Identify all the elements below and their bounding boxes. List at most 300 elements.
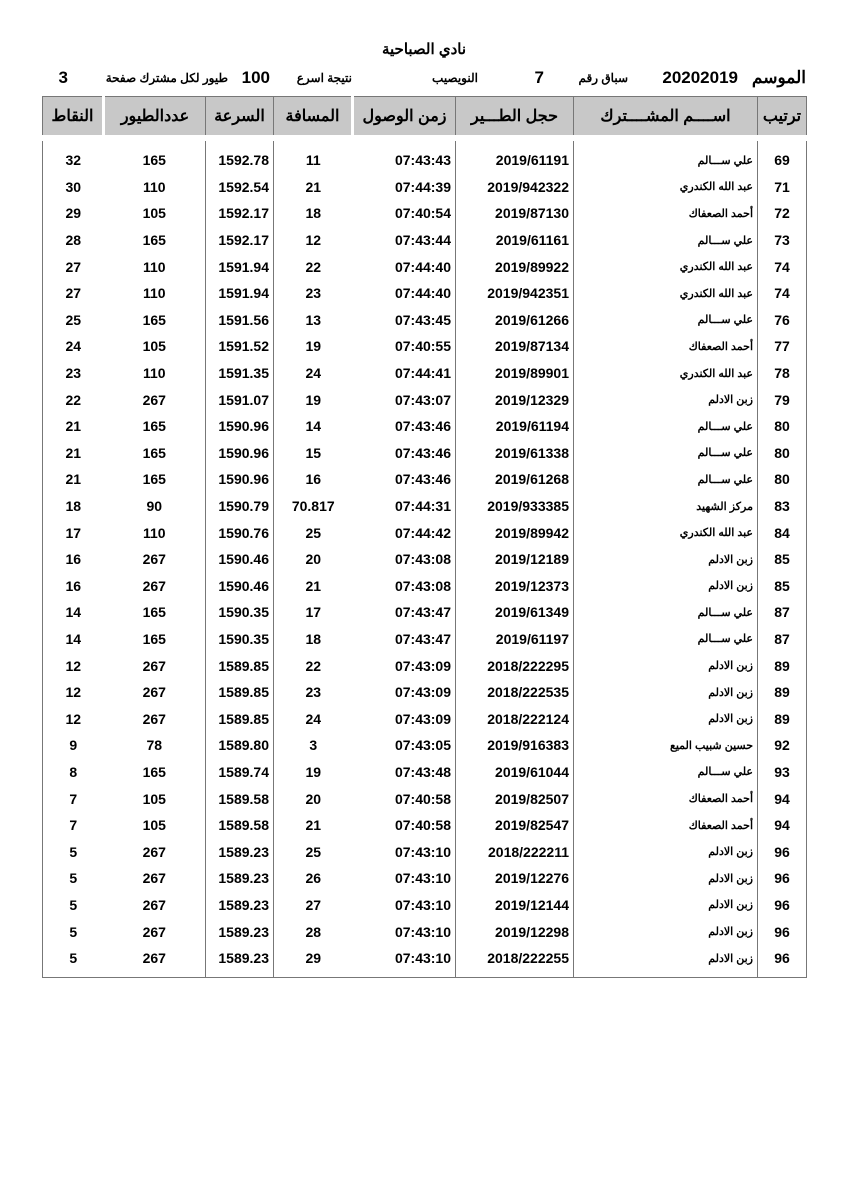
cell-name: علي ســـالم <box>574 138 758 174</box>
table-row <box>43 333 807 360</box>
fastest-value: 100 <box>241 68 270 87</box>
cell-ring: 2019/933385 <box>456 493 574 520</box>
cell-ring: 2019/87130 <box>456 200 574 227</box>
cell-points: 7 <box>69 790 78 807</box>
cell-count: 110 <box>142 285 166 302</box>
cell-speed: 1589.23 <box>206 918 274 945</box>
cell-name: علي ســـالم <box>574 626 758 653</box>
cell-time: 07:43:46 <box>394 418 451 435</box>
cell-speed: 1590.79 <box>206 493 274 520</box>
cell-distance: 16 <box>274 466 353 493</box>
cell-points: 9 <box>69 737 78 754</box>
cell-ring: 2019/61044 <box>456 759 574 786</box>
cell-count: 165 <box>142 630 166 647</box>
cell-name: زبن الادلم <box>574 386 758 413</box>
race-results-table <box>42 96 807 978</box>
cell-points: 22 <box>65 391 82 408</box>
cell-ring: 2019/12189 <box>456 546 574 573</box>
cell-points: 25 <box>65 311 82 328</box>
cell-speed: 1590.46 <box>206 573 274 600</box>
cell-rank: 84 <box>758 519 807 546</box>
cell-distance: 26 <box>274 865 353 892</box>
cell-speed: 1591.52 <box>206 333 274 360</box>
cell-time: 07:43:07 <box>394 391 451 408</box>
cell-time: 07:43:09 <box>394 684 451 701</box>
cell-points: 8 <box>69 763 78 780</box>
cell-speed: 1592.17 <box>206 200 274 227</box>
cell-count: 267 <box>142 896 166 913</box>
cell-distance: 21 <box>274 573 353 600</box>
cell-rank: 76 <box>758 307 807 334</box>
cell-distance: 19 <box>274 759 353 786</box>
cell-name: علي ســـالم <box>574 599 758 626</box>
page-value: 3 <box>58 68 68 87</box>
table-row <box>43 200 807 227</box>
cell-time: 07:43:47 <box>394 604 451 621</box>
cell-speed: 1591.35 <box>206 360 274 387</box>
table-row <box>43 360 807 387</box>
cell-ring: 2018/222255 <box>456 945 574 978</box>
col-count: عددالطيور <box>104 97 206 139</box>
cell-points: 27 <box>65 285 82 302</box>
cell-time: 07:43:08 <box>394 551 451 568</box>
col-speed: السرعة <box>206 97 274 139</box>
cell-ring: 2019/61338 <box>456 440 574 467</box>
cell-ring: 2019/89942 <box>456 519 574 546</box>
cell-distance: 20 <box>274 785 353 812</box>
cell-points: 5 <box>69 843 78 860</box>
cell-points: 12 <box>65 657 82 674</box>
cell-time: 07:44:40 <box>394 258 451 275</box>
cell-count: 165 <box>142 418 166 435</box>
cell-speed: 1589.23 <box>206 945 274 978</box>
cell-points: 21 <box>65 418 82 435</box>
cell-rank: 74 <box>758 280 807 307</box>
cell-ring: 2018/222124 <box>456 705 574 732</box>
cell-distance: 19 <box>274 386 353 413</box>
cell-speed: 1591.56 <box>206 307 274 334</box>
table-row <box>43 918 807 945</box>
cell-time: 07:44:40 <box>394 285 451 302</box>
cell-time: 07:44:42 <box>394 524 451 541</box>
cell-ring: 2019/61266 <box>456 307 574 334</box>
cell-count: 267 <box>142 577 166 594</box>
cell-points: 21 <box>65 444 82 461</box>
cell-distance: 25 <box>274 838 353 865</box>
cell-count: 165 <box>142 232 166 249</box>
cell-time: 07:43:08 <box>394 577 451 594</box>
table-row <box>43 440 807 467</box>
fastest-label: نتيجة اسرع <box>296 71 352 85</box>
cell-distance: 70.817 <box>274 493 353 520</box>
col-distance: المسافة <box>274 97 353 139</box>
cell-speed: 1589.58 <box>206 785 274 812</box>
cell-name: زبن الادلم <box>574 679 758 706</box>
cell-points: 5 <box>69 896 78 913</box>
cell-name: علي ســـالم <box>574 466 758 493</box>
cell-distance: 11 <box>274 138 353 174</box>
cell-time: 07:40:55 <box>394 338 451 355</box>
cell-time: 07:44:31 <box>394 498 451 515</box>
cell-name: زبن الادلم <box>574 945 758 978</box>
table-row <box>43 865 807 892</box>
col-rank: ترتيب <box>758 97 807 139</box>
cell-rank: 87 <box>758 599 807 626</box>
cell-rank: 85 <box>758 546 807 573</box>
cell-speed: 1590.96 <box>206 413 274 440</box>
cell-count: 110 <box>142 365 166 382</box>
cell-speed: 1589.80 <box>206 732 274 759</box>
cell-distance: 24 <box>274 705 353 732</box>
cell-ring: 2019/87134 <box>456 333 574 360</box>
cell-rank: 74 <box>758 253 807 280</box>
cell-ring: 2019/12144 <box>456 892 574 919</box>
cell-distance: 12 <box>274 227 353 254</box>
cell-distance: 3 <box>274 732 353 759</box>
cell-ring: 2018/222295 <box>456 652 574 679</box>
cell-count: 165 <box>142 604 166 621</box>
cell-speed: 1591.07 <box>206 386 274 413</box>
cell-ring: 2019/916383 <box>456 732 574 759</box>
cell-points: 17 <box>65 524 82 541</box>
cell-rank: 92 <box>758 732 807 759</box>
col-time: زمن الوصول <box>353 97 456 139</box>
cell-count: 165 <box>142 444 166 461</box>
cell-time: 07:40:58 <box>394 790 451 807</box>
cell-name: أحمد الصعفاك <box>574 785 758 812</box>
table-row <box>43 386 807 413</box>
season-label: الموسم <box>751 68 806 87</box>
season-value: 20202019 <box>662 68 738 87</box>
cell-distance: 20 <box>274 546 353 573</box>
cell-time: 07:43:05 <box>394 737 451 754</box>
table-row <box>43 705 807 732</box>
cell-count: 165 <box>142 311 166 328</box>
cell-name: عبد الله الكندري <box>574 174 758 201</box>
club-title: نادي الصباحية <box>381 41 467 58</box>
cell-time: 07:43:09 <box>394 710 451 727</box>
cell-ring: 2019/61161 <box>456 227 574 254</box>
location: النويصيب <box>432 71 478 85</box>
cell-ring: 2019/89922 <box>456 253 574 280</box>
cell-time: 07:43:43 <box>394 152 451 169</box>
col-name: اســــم المشــــترك <box>574 97 758 139</box>
table-row <box>43 307 807 334</box>
cell-distance: 22 <box>274 652 353 679</box>
cell-points: 5 <box>69 870 78 887</box>
cell-ring: 2018/222211 <box>456 838 574 865</box>
cell-count: 110 <box>142 258 166 275</box>
cell-rank: 89 <box>758 679 807 706</box>
cell-name: زبن الادلم <box>574 705 758 732</box>
cell-speed: 1590.35 <box>206 599 274 626</box>
cell-name: عبد الله الكندري <box>574 280 758 307</box>
cell-rank: 94 <box>758 785 807 812</box>
cell-count: 110 <box>142 524 166 541</box>
table-row <box>43 138 807 174</box>
cell-time: 07:44:39 <box>394 178 451 195</box>
cell-count: 267 <box>142 657 166 674</box>
cell-ring: 2019/82547 <box>456 812 574 839</box>
cell-speed: 1589.23 <box>206 838 274 865</box>
cell-rank: 89 <box>758 652 807 679</box>
cell-rank: 69 <box>758 138 807 174</box>
cell-name: زبن الادلم <box>574 652 758 679</box>
cell-count: 267 <box>142 710 166 727</box>
cell-rank: 96 <box>758 918 807 945</box>
cell-rank: 79 <box>758 386 807 413</box>
cell-ring: 2019/89901 <box>456 360 574 387</box>
table-row <box>43 732 807 759</box>
cell-distance: 25 <box>274 519 353 546</box>
table-row <box>43 227 807 254</box>
cell-count: 78 <box>146 737 163 754</box>
table-row <box>43 493 807 520</box>
cell-distance: 17 <box>274 599 353 626</box>
cell-speed: 1589.85 <box>206 705 274 732</box>
cell-ring: 2019/61194 <box>456 413 574 440</box>
cell-name: أحمد الصعفاك <box>574 333 758 360</box>
cell-speed: 1589.85 <box>206 652 274 679</box>
cell-points: 21 <box>65 471 82 488</box>
cell-rank: 96 <box>758 865 807 892</box>
race-value: 7 <box>534 68 544 87</box>
cell-count: 267 <box>142 870 166 887</box>
cell-distance: 24 <box>274 360 353 387</box>
cell-name: زبن الادلم <box>574 892 758 919</box>
cell-time: 07:43:47 <box>394 630 451 647</box>
cell-speed: 1590.35 <box>206 626 274 653</box>
cell-rank: 89 <box>758 705 807 732</box>
cell-ring: 2019/942322 <box>456 174 574 201</box>
cell-name: زبن الادلم <box>574 918 758 945</box>
table-row <box>43 892 807 919</box>
cell-count: 105 <box>142 205 166 222</box>
cell-name: علي ســـالم <box>574 759 758 786</box>
table-row <box>43 838 807 865</box>
table-row <box>43 785 807 812</box>
table-row <box>43 652 807 679</box>
cell-name: عبد الله الكندري <box>574 519 758 546</box>
cell-count: 165 <box>142 471 166 488</box>
cell-distance: 27 <box>274 892 353 919</box>
cell-name: زبن الادلم <box>574 865 758 892</box>
cell-speed: 1589.23 <box>206 892 274 919</box>
cell-rank: 80 <box>758 466 807 493</box>
cell-name: علي ســـالم <box>574 307 758 334</box>
race-label: سباق رقم <box>578 71 628 85</box>
cell-rank: 78 <box>758 360 807 387</box>
cell-points: 5 <box>69 950 78 967</box>
cell-distance: 29 <box>274 945 353 978</box>
cell-count: 267 <box>142 950 166 967</box>
cell-distance: 13 <box>274 307 353 334</box>
table-row <box>43 466 807 493</box>
cell-time: 07:43:10 <box>394 843 451 860</box>
cell-name: علي ســـالم <box>574 440 758 467</box>
cell-points: 23 <box>65 365 82 382</box>
race-info-line <box>40 68 810 90</box>
cell-time: 07:43:44 <box>394 232 451 249</box>
cell-time: 07:43:09 <box>394 657 451 674</box>
cell-ring: 2018/222535 <box>456 679 574 706</box>
cell-time: 07:43:48 <box>394 763 451 780</box>
cell-speed: 1589.23 <box>206 865 274 892</box>
cell-rank: 93 <box>758 759 807 786</box>
cell-points: 18 <box>65 498 82 515</box>
cell-distance: 15 <box>274 440 353 467</box>
cell-speed: 1590.76 <box>206 519 274 546</box>
cell-distance: 28 <box>274 918 353 945</box>
cell-ring: 2019/61268 <box>456 466 574 493</box>
cell-name: أحمد الصعفاك <box>574 812 758 839</box>
cell-points: 24 <box>65 338 82 355</box>
cell-distance: 19 <box>274 333 353 360</box>
table-row <box>43 253 807 280</box>
cell-count: 90 <box>146 498 163 515</box>
cell-distance: 23 <box>274 280 353 307</box>
cell-rank: 73 <box>758 227 807 254</box>
cell-speed: 1589.58 <box>206 812 274 839</box>
cell-points: 30 <box>65 178 82 195</box>
cell-time: 07:43:10 <box>394 870 451 887</box>
cell-name: حسين شبيب الميع <box>574 732 758 759</box>
cell-count: 105 <box>142 338 166 355</box>
cell-name: مركز الشهيد <box>574 493 758 520</box>
table-row <box>43 519 807 546</box>
cell-ring: 2019/12329 <box>456 386 574 413</box>
cell-count: 105 <box>142 790 166 807</box>
cell-rank: 71 <box>758 174 807 201</box>
cell-speed: 1590.96 <box>206 440 274 467</box>
cell-count: 267 <box>142 551 166 568</box>
cell-count: 105 <box>142 817 166 834</box>
cell-time: 07:43:46 <box>394 444 451 461</box>
cell-distance: 14 <box>274 413 353 440</box>
cell-rank: 83 <box>758 493 807 520</box>
cell-count: 267 <box>142 923 166 940</box>
cell-points: 5 <box>69 923 78 940</box>
cell-time: 07:40:54 <box>394 205 451 222</box>
cell-speed: 1592.78 <box>206 138 274 174</box>
cell-speed: 1590.46 <box>206 546 274 573</box>
cell-points: 28 <box>65 232 82 249</box>
cell-time: 07:43:10 <box>394 896 451 913</box>
cell-ring: 2019/61191 <box>456 138 574 174</box>
table-row <box>43 679 807 706</box>
cell-rank: 72 <box>758 200 807 227</box>
cell-points: 16 <box>65 577 82 594</box>
cell-count: 110 <box>142 178 166 195</box>
table-row <box>43 413 807 440</box>
table-row <box>43 280 807 307</box>
cell-points: 14 <box>65 630 82 647</box>
cell-rank: 87 <box>758 626 807 653</box>
cell-time: 07:40:58 <box>394 817 451 834</box>
cell-speed: 1591.94 <box>206 253 274 280</box>
cell-points: 12 <box>65 710 82 727</box>
cell-speed: 1589.85 <box>206 679 274 706</box>
table-row <box>43 759 807 786</box>
table-row <box>43 626 807 653</box>
cell-count: 267 <box>142 843 166 860</box>
cell-name: عبد الله الكندري <box>574 253 758 280</box>
table-row <box>43 599 807 626</box>
cell-name: علي ســـالم <box>574 413 758 440</box>
cell-rank: 77 <box>758 333 807 360</box>
col-ring: حجل الطـــير <box>456 97 574 139</box>
cell-count: 267 <box>142 391 166 408</box>
cell-rank: 80 <box>758 440 807 467</box>
table-row <box>43 812 807 839</box>
cell-points: 7 <box>69 817 78 834</box>
cell-rank: 96 <box>758 892 807 919</box>
cell-count: 267 <box>142 684 166 701</box>
cell-rank: 96 <box>758 838 807 865</box>
cell-name: زبن الادلم <box>574 838 758 865</box>
cell-name: علي ســـالم <box>574 227 758 254</box>
cell-points: 27 <box>65 258 82 275</box>
cell-distance: 21 <box>274 174 353 201</box>
cell-rank: 96 <box>758 945 807 978</box>
cell-name: أحمد الصعفاك <box>574 200 758 227</box>
per-member-label: طيور لكل مشترك صفحة <box>105 71 228 85</box>
cell-distance: 18 <box>274 626 353 653</box>
cell-time: 07:43:10 <box>394 950 451 967</box>
cell-distance: 18 <box>274 200 353 227</box>
cell-speed: 1592.17 <box>206 227 274 254</box>
cell-time: 07:43:45 <box>394 311 451 328</box>
cell-time: 07:43:46 <box>394 471 451 488</box>
table-row <box>43 174 807 201</box>
cell-speed: 1590.96 <box>206 466 274 493</box>
cell-rank: 80 <box>758 413 807 440</box>
cell-distance: 21 <box>274 812 353 839</box>
cell-distance: 23 <box>274 679 353 706</box>
cell-speed: 1592.54 <box>206 174 274 201</box>
cell-ring: 2019/12373 <box>456 573 574 600</box>
header-row <box>43 97 807 139</box>
cell-speed: 1589.74 <box>206 759 274 786</box>
table-row <box>43 573 807 600</box>
cell-speed: 1591.94 <box>206 280 274 307</box>
cell-distance: 22 <box>274 253 353 280</box>
cell-points: 16 <box>65 551 82 568</box>
table-row <box>43 546 807 573</box>
cell-rank: 85 <box>758 573 807 600</box>
col-points: النقاط <box>43 97 104 139</box>
cell-name: عبد الله الكندري <box>574 360 758 387</box>
cell-name: زبن الادلم <box>574 573 758 600</box>
cell-ring: 2019/82507 <box>456 785 574 812</box>
table-row <box>43 945 807 978</box>
cell-points: 32 <box>65 152 82 169</box>
cell-ring: 2019/61349 <box>456 599 574 626</box>
cell-ring: 2019/12298 <box>456 918 574 945</box>
cell-count: 165 <box>142 763 166 780</box>
cell-name: زبن الادلم <box>574 546 758 573</box>
cell-points: 14 <box>65 604 82 621</box>
cell-time: 07:43:10 <box>394 923 451 940</box>
cell-points: 29 <box>65 205 82 222</box>
cell-time: 07:44:41 <box>394 365 451 382</box>
cell-ring: 2019/61197 <box>456 626 574 653</box>
cell-count: 165 <box>142 152 166 169</box>
cell-points: 12 <box>65 684 82 701</box>
cell-ring: 2019/942351 <box>456 280 574 307</box>
cell-rank: 94 <box>758 812 807 839</box>
cell-ring: 2019/12276 <box>456 865 574 892</box>
